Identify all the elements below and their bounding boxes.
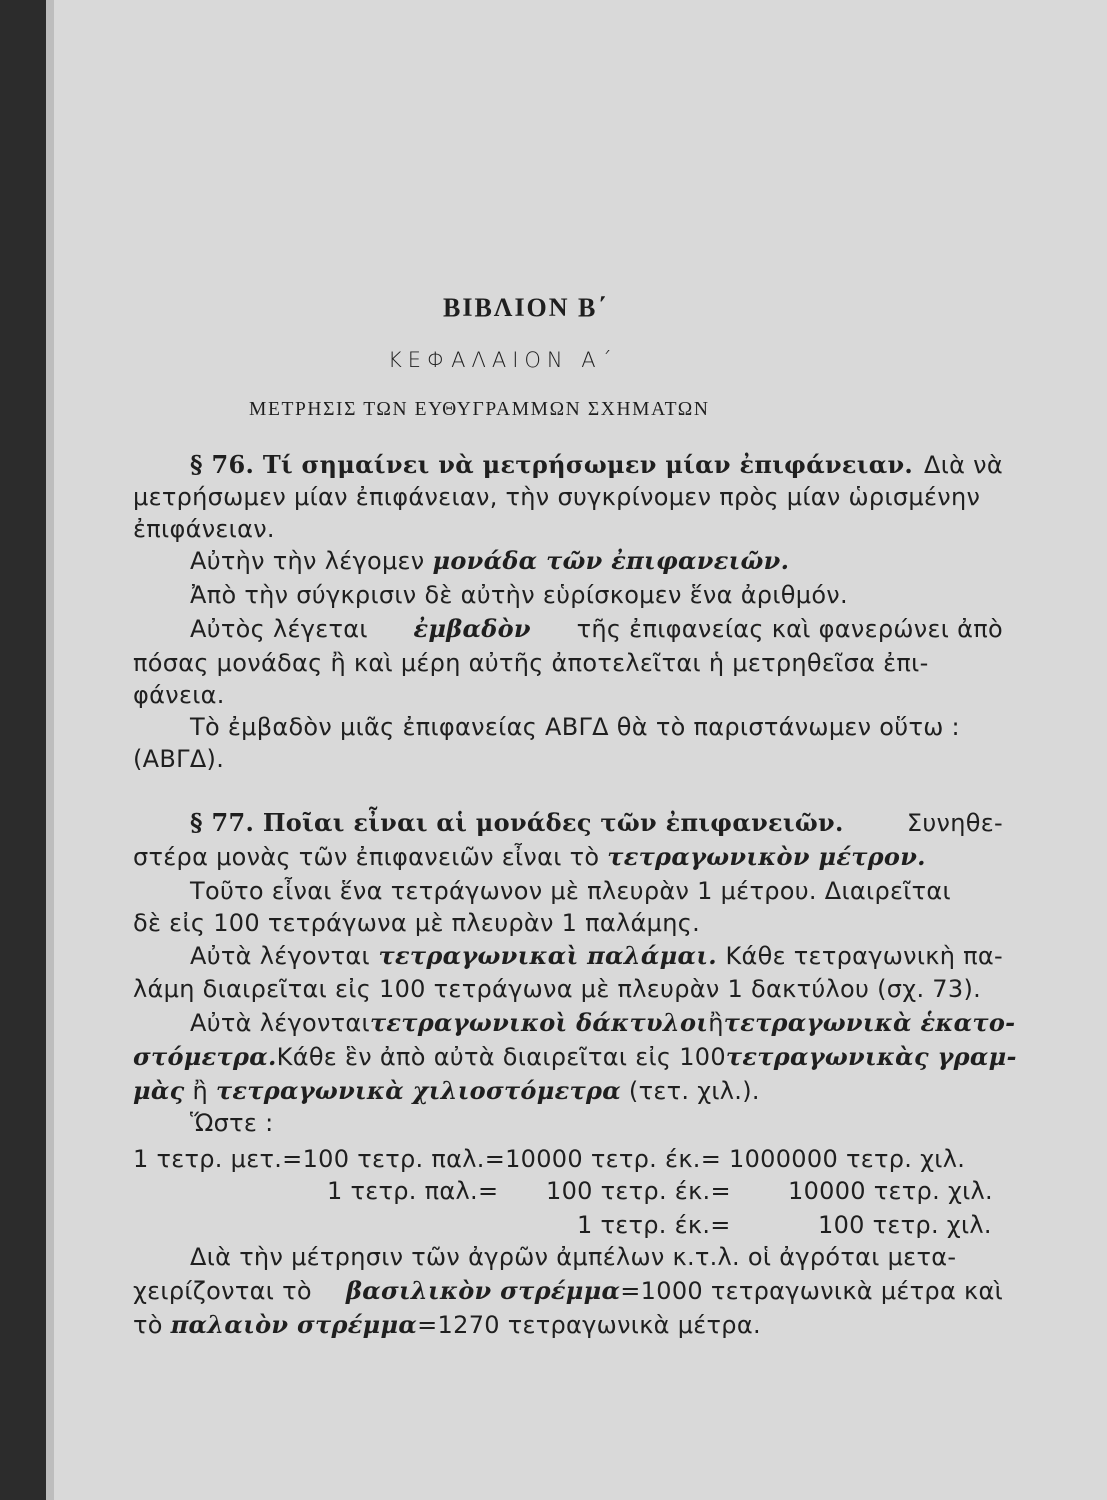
s76-l1-rest: Διὰ νὰ — [923, 451, 1003, 479]
s77-l12-term: βασιλικὸν στρέμμα — [346, 1276, 621, 1305]
s77-l5-term: τετραγωνικαὶ παλάμαι. — [378, 941, 717, 970]
s76-heading: § 76. Τί σημαίνει νὰ μετρήσωμεν μίαν ἐπιφάνειαν. — [190, 450, 914, 479]
s77-line-6: λάμη διαιρεῖται εἰς 100 τετράγωνα μὲ πλευρὰν 1 δακτύλου (σχ. 73). — [133, 975, 982, 1003]
chapter-label: ΚΕΦΑΛΑΙΟΝ Α΄ — [388, 348, 618, 372]
s77-l8-b: Κάθε ἓν ἀπὸ αὐτὰ διαιρεῖται εἰς 100 — [276, 1043, 726, 1071]
s77-line-2 — [133, 842, 926, 872]
s76-line-6 — [190, 614, 1003, 644]
s77-l7-c: ἢ — [708, 1009, 724, 1037]
s77-l12-c: =1000 τετραγωνικὰ μέτρα καὶ — [620, 1277, 1003, 1305]
equation-2-b: 100 τετρ. έκ.= — [546, 1177, 731, 1205]
s77-l8-term: στόμετρα. — [133, 1042, 277, 1071]
s77-line-10: Ὥστε : — [190, 1109, 274, 1137]
s77-l2-a: στέρα μονὰς τῶν ἐπιφανειῶν εἶναι τὸ — [133, 843, 600, 871]
s77-line-4: δὲ εἰς 100 τετράγωνα μὲ πλευρὰν 1 παλάμης. — [133, 909, 701, 937]
s77-l5-c: Κάθε τετραγωνικὴ πα- — [725, 942, 1003, 970]
equation-2-c: 10000 τετρ. χιλ. — [788, 1177, 993, 1205]
s77-l8-term2: τετραγωνικὰς γραμ- — [725, 1042, 1017, 1071]
s77-l13-a: τὸ — [133, 1311, 163, 1339]
s76-line-3: ἐπιφάνειαν. — [133, 515, 275, 543]
s77-l13-term: παλαιὸν στρέμμα — [170, 1310, 418, 1339]
s77-l9-a: μὰς — [133, 1076, 185, 1105]
s77-line-7 — [190, 1008, 1016, 1038]
s77-l13-c: =1270 τετραγωνικὰ μέτρα. — [417, 1311, 761, 1339]
s77-l9-d: (τετ. χιλ.). — [628, 1077, 760, 1105]
s77-l5-a: Αὐτὰ λέγονται — [190, 942, 370, 970]
s76-line-5: Ἀπὸ τὴν σύγκρισιν δὲ αὐτὴν εὑρίσκομεν ἕνα ἀριθμόν. — [190, 581, 848, 609]
chapter-title: ΜΕΤΡΗΣΙΣ ΤΩΝ ΕΥΘΥΓΡΑΜΜΩΝ ΣΧΗΜΑΤΩΝ — [249, 399, 710, 420]
s76-line-9: Τὸ ἐμβαδὸν μιᾶς ἐπιφανείας ΑΒΓΔ θὰ τὸ παριστάνωμεν οὕτω : — [190, 713, 960, 741]
page-content — [133, 0, 1017, 1500]
equation-2-a: 1 τετρ. παλ.= — [327, 1177, 499, 1205]
s76-l6-c: τῆς ἐπιφανείας καὶ φανερώνει ἀπὸ — [576, 615, 1003, 643]
s76-line-10: (ΑΒΓΔ). — [133, 745, 225, 773]
s77-line-3: Τοῦτο εἶναι ἕνα τετράγωνον μὲ πλευρὰν 1 μέτρου. Διαιρεῖται — [190, 877, 951, 905]
s77-heading: § 77. Ποῖαι εἶναι αἱ μονάδες τῶν ἐπιφανειῶν. — [190, 808, 844, 837]
s77-line-1 — [190, 808, 1003, 838]
s77-line-11: Διὰ τὴν μέτρησιν τῶν ἀγρῶν ἀμπέλων κ.τ.λ. οἱ ἀγρόται μετα- — [190, 1243, 957, 1271]
s77-l9-b: ἢ — [192, 1077, 209, 1105]
s76-l6-a: Αὐτὸς λέγεται — [190, 615, 368, 643]
s77-l7-term: τετραγωνικοὶ δάκτυλοι — [369, 1008, 709, 1037]
s76-line-1 — [190, 450, 1003, 480]
s77-l12-a: χειρίζονται τὸ — [133, 1277, 312, 1305]
s77-line-8 — [133, 1042, 1017, 1072]
s76-line-2: μετρήσωμεν μίαν ἐπιφάνειαν, τὴν συγκρίνομεν πρὸς μίαν ὡρισμένην — [133, 483, 981, 511]
s76-l4-a: Αὐτὴν τὴν λέγομεν — [190, 547, 425, 575]
s76-l4-term: μονάδα τῶν ἐπιφανειῶν. — [432, 546, 790, 575]
equation-1: 1 τετρ. μετ.=100 τετρ. παλ.=10000 τετρ. έκ.= 1000000 τετρ. χιλ. — [133, 1145, 966, 1173]
s77-l1-rest: Συνηθε- — [906, 809, 1003, 837]
s77-l2-term: τετραγωνικὸν μέτρον. — [607, 842, 926, 871]
s77-l9-term: τετραγωνικὰ χιλιοστόμετρα — [215, 1076, 621, 1105]
equation-3-b: 100 τετρ. χιλ. — [818, 1211, 992, 1239]
s77-line-9 — [133, 1076, 760, 1106]
s76-line-7: πόσας μονάδας ἢ καὶ μέρη αὐτῆς ἀποτελεῖται ἡ μετρηθεῖσα ἐπι- — [133, 649, 929, 677]
s77-line-13 — [133, 1310, 761, 1340]
book-title: ΒΙΒΛΙΟΝ Β΄ — [443, 293, 609, 322]
s77-line-5 — [190, 941, 1003, 971]
s76-l6-term: ἐμβαδὸν — [413, 614, 531, 643]
equation-3-a: 1 τετρ. έκ.= — [577, 1211, 731, 1239]
s77-l7-a: Αὐτὰ λέγονται — [190, 1009, 370, 1037]
s77-line-12 — [133, 1276, 1003, 1306]
s76-line-8: φάνεια. — [133, 681, 225, 709]
s76-line-4 — [190, 546, 789, 576]
s77-l7-term2: τετραγωνικὰ ἑκατο- — [723, 1008, 1016, 1037]
